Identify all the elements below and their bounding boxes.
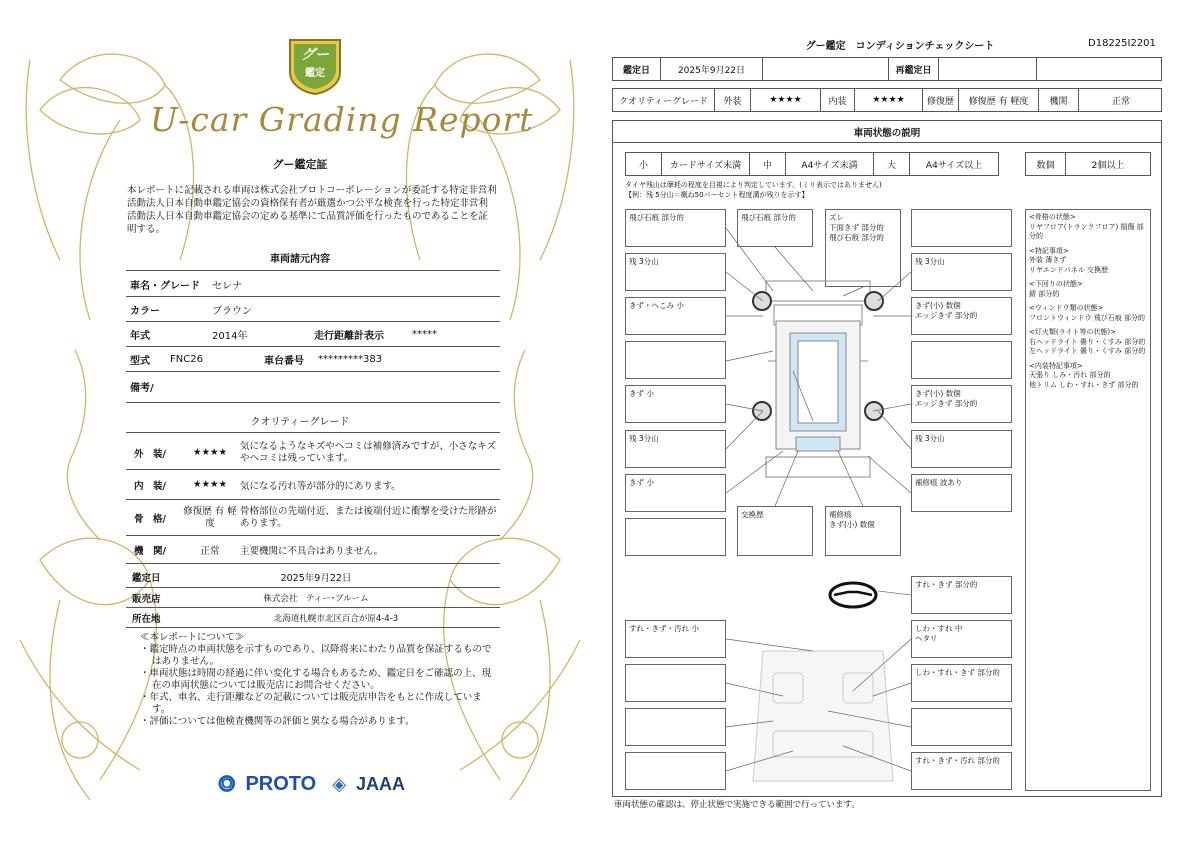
- quality-row-exterior: [126, 436, 500, 470]
- summary-line: 天張り しみ・汚れ 部分的: [1029, 371, 1111, 379]
- appraisal-date-row: [126, 566, 500, 588]
- interior-note-box: しわ・すれ・きず 部分的: [911, 664, 1012, 702]
- certificate-title: グー鑑定証: [272, 158, 328, 171]
- chassis-value: *********383: [318, 354, 383, 365]
- summary-line: <特記事項>: [1029, 246, 1069, 255]
- count-legend: [1025, 152, 1151, 176]
- size-large-desc: A4サイズ以上: [925, 160, 983, 171]
- engine-value: 正常: [1111, 96, 1130, 107]
- mileage-label: 走行距離計表示: [314, 331, 384, 342]
- color-value: ブラウン: [212, 306, 252, 317]
- interior-grade: ★★★★: [855, 89, 923, 111]
- note-item: ・車両状態は時間の経過に伴い変化する場合もあるため、鑑定日をご確認の上、現在の車両状態については販売店にお問合せください。: [140, 668, 492, 691]
- spec-row-name: [126, 272, 500, 297]
- reappraisal-label: 再鑑定日: [889, 58, 939, 80]
- name-label: 車名・グレード: [130, 281, 200, 292]
- quality-desc: 主要機関に不具合はありません。: [240, 545, 384, 557]
- sheet-title: グー鑑定 コンディションチェックシート: [805, 41, 995, 52]
- footer-note: 車両状態の確認は、停止状態で実施できる範囲で行っています。: [614, 800, 860, 810]
- emblem-text-top: グー: [301, 47, 329, 63]
- exterior-note-box: きず・へこみ 小: [625, 297, 726, 335]
- dealer-name: 株式会社 ティー･ブルーム: [263, 593, 369, 604]
- dealer-label: 販売店: [132, 593, 161, 605]
- remarks-label: 備考/: [130, 383, 154, 394]
- appraisal-date: 2025年9月22日: [280, 572, 352, 584]
- model-label: 型式: [130, 356, 150, 367]
- divider: [126, 432, 500, 433]
- exterior-note-box: 残 3分山: [911, 430, 1012, 468]
- interior-note-box: すれ・きず・汚れ 小: [625, 620, 726, 658]
- count-label: 数個: [1026, 153, 1066, 175]
- note-item: ・評価については他検査機関等の評価と異なる場合があります。: [140, 716, 415, 727]
- summary-line: 錆 部分的: [1029, 289, 1060, 298]
- divider: [126, 270, 500, 271]
- year-label: 年式: [130, 331, 150, 342]
- address-label: 所在地: [132, 613, 161, 625]
- notes-title: ≪本レポートについて≫: [140, 632, 245, 643]
- script-title: U-car Grading Report: [150, 100, 534, 139]
- repair-label: 修復歴: [923, 89, 959, 111]
- dealer-info: [126, 566, 500, 628]
- summary-line: <ウィンドウ類の状態>: [1029, 304, 1104, 312]
- quality-title: クオリティーグレード: [250, 417, 350, 428]
- year-value: 2014年: [212, 331, 248, 342]
- quality-grade: ★★★★: [192, 479, 228, 490]
- summary-line: リヤフロア(トランクフロア) 損傷 部分的: [1029, 222, 1144, 240]
- quality-table: [126, 436, 500, 564]
- summary-line: 外装 薄きず: [1029, 256, 1067, 264]
- date-value: 2025年9月22日: [661, 58, 763, 80]
- count-desc: 2個以上: [1091, 160, 1125, 171]
- summary-line: 右ヘッドライト 曇り・くすみ 部分的: [1029, 337, 1146, 346]
- emblem-text-bottom: 鑑定: [305, 68, 325, 79]
- interior-note-box: すれ・きず 部分的: [911, 576, 1012, 614]
- quality-desc: 気になるようなキズやヘコミは補修済みですが、小さなキズやヘコミは残っています。: [240, 440, 497, 464]
- repair-value: 修復歴 有 軽度: [959, 89, 1039, 111]
- quality-grade: 正常: [200, 545, 220, 557]
- size-small-desc: カードサイズ未満: [662, 153, 750, 175]
- exterior-note-box: きず 小: [625, 385, 726, 423]
- address-row: [126, 608, 500, 628]
- quality-grade: 修復歴 有 軽度: [183, 505, 237, 529]
- intro-text: 本レポートに記載される車両は株式会社プロトコーポレーションが委託する特定非営利活動法人日本自動車鑑定協会の資格保有者が厳選かつ公平な検査を行った特定非営利活動法人日本自動車鑑定協会の定める基準にて品質評価を行ったものであることを証明する。: [127, 185, 497, 235]
- footer-logos: [218, 772, 405, 797]
- summary-line: 左ヘッドライト 曇り・くすみ 部分的: [1029, 347, 1146, 355]
- quality-label: 骨 格/: [134, 513, 166, 525]
- grade-row: [612, 88, 1162, 112]
- jaaa-logo-icon: ◈: [332, 774, 347, 795]
- exterior-note-box: 残 3分山: [625, 253, 726, 291]
- exterior-note-box: 補修痕 きず(小) 数個: [825, 506, 901, 556]
- summary-line: <骨格の状態>: [1029, 213, 1076, 221]
- model-value: FNC26: [170, 354, 203, 365]
- car-interior-diagram: [613, 121, 1013, 798]
- quality-label: 外 装/: [134, 448, 166, 460]
- interior-note-box: すれ・きず・汚れ 部分的: [911, 752, 1012, 790]
- quality-desc: 骨格部位の先端付近、または後端付近に衝撃を受けた形跡があります。: [240, 505, 497, 529]
- size-medium: 中: [750, 153, 786, 175]
- quality-desc: 気になる汚れ等が部分的にあります。: [240, 480, 401, 492]
- report-notes: [140, 632, 500, 728]
- quality-row-frame: [126, 500, 500, 536]
- name-value: セレナ: [212, 281, 242, 292]
- exterior-label: 外装: [715, 89, 751, 111]
- size-medium-desc: A4サイズ未満: [786, 153, 874, 175]
- summary-line: リヤエンドパネル 交換歴: [1029, 265, 1108, 274]
- proto-logo-icon: ⭗: [218, 772, 236, 797]
- mileage-value: *****: [412, 329, 437, 340]
- quality-row-engine: [126, 536, 500, 564]
- divider: [126, 371, 500, 372]
- date-label: 鑑定日: [613, 58, 661, 80]
- size-large: 大: [874, 153, 910, 175]
- dealer-address: 北海道札幌市北区百合が原4-4-3: [273, 613, 399, 624]
- quality-grade: ★★★★: [192, 447, 228, 458]
- tire-note: タイヤ残山は摩耗の程度を目視により判定しています。(ミリ表示ではありません): [625, 181, 882, 189]
- summary-line: <灯火類(ライト等の状態)>: [1029, 328, 1116, 336]
- doc-id: D18225I2201: [1088, 38, 1156, 49]
- interior-label: 内装: [821, 89, 855, 111]
- chassis-label: 車台番号: [264, 356, 304, 367]
- appraisal-date-label: 鑑定日: [132, 572, 161, 584]
- condition-check-sheet: [600, 0, 1200, 848]
- dealer-row: [126, 588, 500, 608]
- engine-label: 機関: [1039, 89, 1079, 111]
- condition-summary: [1025, 209, 1151, 791]
- exterior-note-box: 飛び石痕 部分的: [625, 209, 726, 247]
- exterior-note-box: 飛び石痕 部分的: [737, 209, 813, 247]
- exterior-note-box: 交換歴: [737, 506, 813, 556]
- date-row: [612, 57, 1162, 81]
- blank-cell: [763, 58, 889, 80]
- jaaa-logo: JAAA: [356, 774, 406, 794]
- note-item: ・年式、車名、走行距離などの記載については販売店申告をもとに作成しています。: [140, 692, 482, 715]
- goo-emblem: [284, 34, 346, 96]
- spec-row-model: [126, 347, 500, 372]
- proto-logo: PROTO: [245, 773, 317, 795]
- condition-panel: [612, 120, 1162, 797]
- summary-line: <内装特記事項>: [1029, 361, 1083, 370]
- note-item: ・鑑定時点の車両状態を示すものであり、以降将来にわたり品質を保証するものではありません。: [140, 644, 492, 667]
- exterior-note-box: きず 小: [625, 474, 726, 512]
- blank-cell: [1037, 58, 1163, 80]
- spec-row-remarks: [126, 374, 500, 399]
- specs-title: 車両諸元内容: [270, 254, 330, 265]
- spec-row-color: [126, 297, 500, 322]
- summary-line: <下回りの状態>: [1029, 280, 1083, 288]
- exterior-note-box: 補修痕 波あり: [911, 474, 1012, 512]
- color-label: カラー: [130, 306, 160, 317]
- quality-label: 内 装/: [134, 480, 166, 492]
- quality-label: 機 関/: [134, 545, 166, 557]
- tire-example: 【例：残 5分山＝概ね50パーセント程度溝が残りを示す】: [625, 191, 809, 199]
- size-small: 小: [626, 153, 662, 175]
- summary-line: 他トリム しわ・すれ・きず 部分的: [1029, 380, 1139, 389]
- condition-title: 車両状態の説明: [613, 121, 1161, 143]
- exterior-note-box: きず(小) 数個 エッジきず 部分的: [911, 385, 1012, 423]
- exterior-note-box: 残 3分山: [911, 253, 1012, 291]
- exterior-note-box: きず(小) 数個 エッジきず 部分的: [911, 297, 1012, 335]
- exterior-grade: ★★★★: [751, 89, 821, 111]
- quality-grade-label: クオリティーグレード: [613, 89, 715, 111]
- divider: [126, 402, 500, 403]
- quality-row-interior: [126, 470, 500, 500]
- interior-note-box: しわ・すれ 中 ヘタリ: [911, 620, 1012, 658]
- exterior-note-box: 残 3分山: [625, 430, 726, 468]
- spec-row-year: [126, 322, 500, 347]
- exterior-note-box: ズレ 下面きず 部分的 飛び石痕 部分的: [825, 209, 901, 287]
- summary-line: フロントウィンドウ 飛び石痕 部分的: [1029, 313, 1146, 322]
- reappraisal-value: [939, 58, 1037, 80]
